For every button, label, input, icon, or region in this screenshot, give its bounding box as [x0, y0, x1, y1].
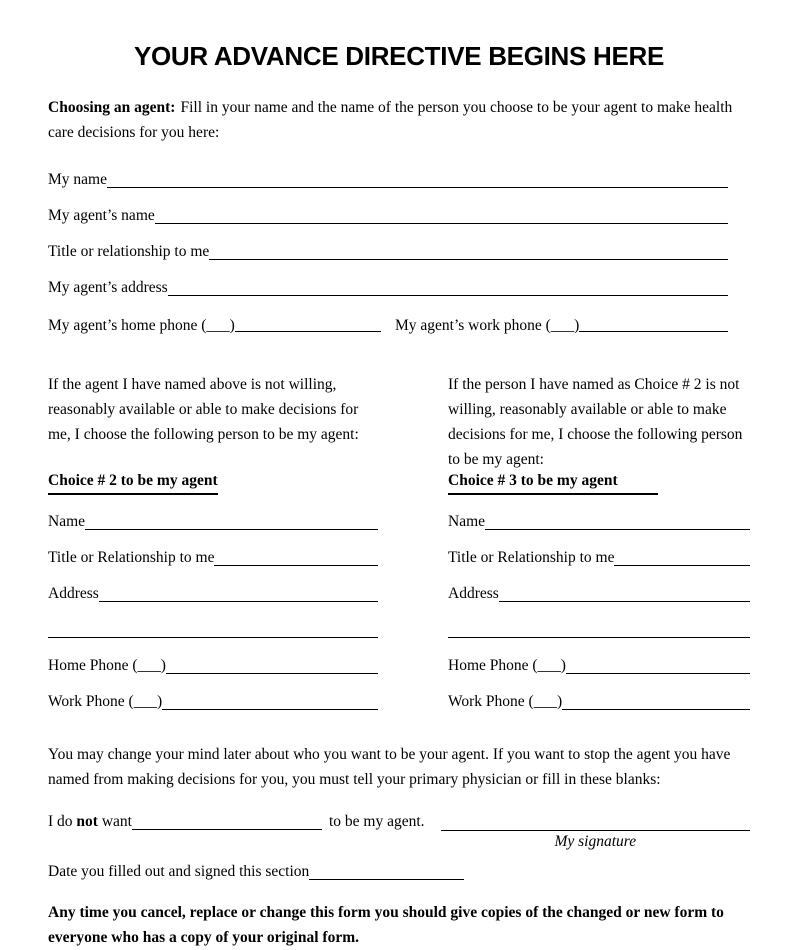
- agent-address-label: My agent’s address: [48, 279, 168, 296]
- signature-input[interactable]: [441, 805, 750, 831]
- choice3-relationship-label: Title or Relationship to me: [448, 549, 615, 566]
- choice3-work-phone-label: Work Phone (___): [448, 693, 563, 710]
- choice2-address-row: [48, 569, 378, 605]
- revoke-agent-name-input[interactable]: [132, 828, 322, 830]
- date-signed-input[interactable]: [309, 878, 464, 880]
- intro-paragraph: [48, 95, 750, 145]
- agent-address-row: [48, 263, 728, 299]
- relationship-label: Title or relationship to me: [48, 243, 210, 260]
- choice2-home-phone-input[interactable]: [166, 672, 378, 674]
- primary-agent-fields: [48, 155, 728, 335]
- choice-3-heading: Choice # 3 to be my agent: [448, 470, 658, 495]
- relationship-row: [48, 227, 728, 263]
- intro-text: Fill in your name and the name of the person you choose to be your agent to make health care decisions for you here:: [48, 99, 733, 141]
- date-signed-label: Date you filled out and signed this section: [48, 863, 310, 880]
- signature-block: [441, 805, 750, 852]
- intro-lead: Choosing an agent:: [48, 99, 176, 116]
- my-name-input[interactable]: [107, 186, 728, 188]
- choice2-relationship-label: Title or Relationship to me: [48, 549, 215, 566]
- choice-2-heading-row: [48, 470, 378, 495]
- agent-home-phone-part: [48, 299, 381, 335]
- choice3-name-input[interactable]: [485, 528, 750, 530]
- choice3-address-row: [448, 569, 750, 605]
- agent-name-input[interactable]: [155, 222, 728, 224]
- choice2-relationship-row: [48, 533, 378, 569]
- agent-work-phone-part: [395, 299, 728, 335]
- my-name-label: My name: [48, 171, 107, 188]
- agent-phones-row: [48, 299, 728, 335]
- relationship-input[interactable]: [209, 258, 728, 260]
- choice-3-heading-row: [448, 470, 750, 495]
- choice3-address-input[interactable]: [499, 600, 750, 602]
- choice3-work-phone-input[interactable]: [562, 708, 750, 710]
- choice3-home-phone-row: [448, 641, 750, 677]
- choice3-address2-input[interactable]: [448, 636, 750, 638]
- my-name-row: [48, 155, 728, 191]
- choice2-address2-row: [48, 605, 378, 641]
- revoke-post: want: [97, 813, 132, 830]
- choice2-address-input[interactable]: [99, 600, 378, 602]
- form-title: YOUR ADVANCE DIRECTIVE BEGINS HERE: [133, 41, 665, 71]
- choice2-home-phone-label: Home Phone (___): [48, 657, 166, 674]
- choice-2-heading: Choice # 2 to be my agent: [48, 470, 218, 495]
- choice3-name-label: Name: [448, 513, 486, 530]
- choice3-relationship-input[interactable]: [614, 564, 750, 566]
- choice2-work-phone-row: [48, 677, 378, 713]
- revoke-not: not: [76, 813, 98, 830]
- copies-notice: Any time you cancel, replace or change this form you should give copies of the changed or new form to everyone who has a copy of your original form.: [48, 904, 724, 946]
- choice2-name-input[interactable]: [85, 528, 378, 530]
- alternate-agents-section: [48, 372, 750, 713]
- choice-2-fields: [48, 497, 378, 713]
- choice2-address-label: Address: [48, 585, 99, 602]
- choice2-relationship-input[interactable]: [214, 564, 378, 566]
- revoke-suffix: to be my agent.: [328, 813, 425, 830]
- change-mind-note: You may change your mind later about who you want to be your agent. If you want to stop the agent you have named from making decisions for you, you must tell your primary physician or fill in these blanks:: [48, 746, 731, 788]
- choice3-address-label: Address: [448, 585, 499, 602]
- choice-3-section: [448, 372, 750, 713]
- agent-name-label: My agent’s name: [48, 207, 155, 224]
- choice3-name-row: [448, 497, 750, 533]
- revoke-label: [48, 811, 132, 833]
- choice2-home-phone-row: [48, 641, 378, 677]
- agent-home-phone-label: My agent’s home phone (___): [48, 317, 235, 334]
- choice3-work-phone-row: [448, 677, 750, 713]
- agent-home-phone-input[interactable]: [235, 330, 381, 332]
- agent-work-phone-input[interactable]: [579, 330, 728, 332]
- choice2-name-row: [48, 497, 378, 533]
- choice-2-section: [48, 372, 378, 713]
- date-signed-row: [48, 853, 750, 883]
- choice3-home-phone-input[interactable]: [566, 672, 750, 674]
- choice3-relationship-row: [448, 533, 750, 569]
- agent-work-phone-label: My agent’s work phone (___): [395, 317, 580, 334]
- signature-caption: My signature: [554, 833, 637, 850]
- agent-name-row: [48, 191, 728, 227]
- choice2-work-phone-input[interactable]: [162, 708, 378, 710]
- revoke-statement: [48, 805, 425, 833]
- choice-3-intro: If the person I have named as Choice # 2 is not willing, reasonably available or able to make decisions for me, I choose the following person to be my agent:: [448, 376, 743, 468]
- agent-address-input[interactable]: [168, 294, 728, 296]
- choice2-address2-input[interactable]: [48, 636, 378, 638]
- choice3-home-phone-label: Home Phone (___): [448, 657, 566, 674]
- choice3-address2-row: [448, 605, 750, 641]
- revoke-pre: I do: [48, 813, 77, 830]
- choice2-name-label: Name: [48, 513, 86, 530]
- revocation-row: [48, 805, 750, 852]
- choice2-work-phone-label: Work Phone (___): [48, 693, 163, 710]
- choice-3-fields: [448, 497, 750, 713]
- choice-2-intro: If the agent I have named above is not willing, reasonably available or able to make decisions for me, I choose the following person to be my agent:: [48, 376, 359, 443]
